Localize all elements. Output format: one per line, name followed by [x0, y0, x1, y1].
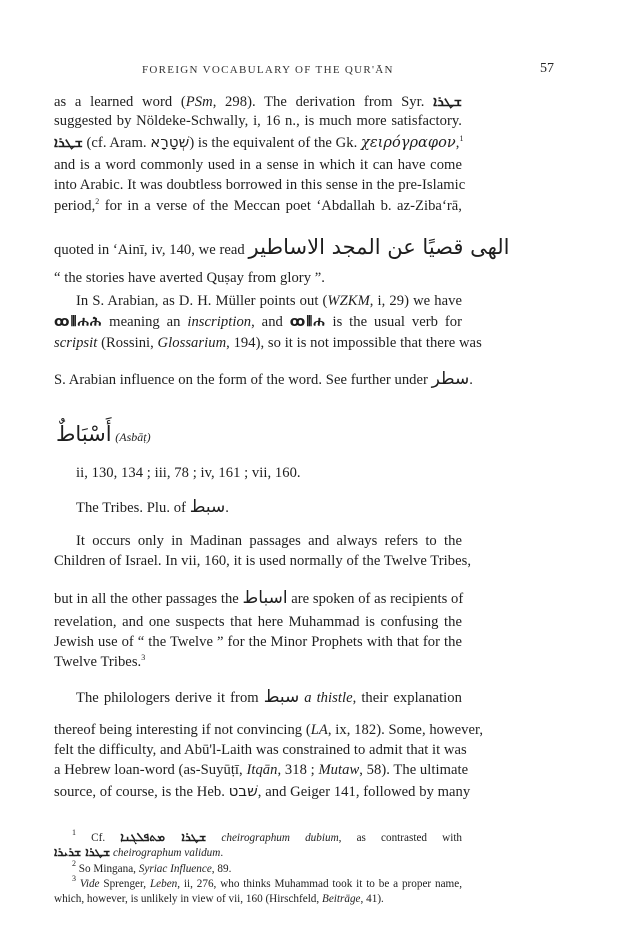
- text-line: felt the difficulty, and Abū'l-Laith was constrained to admit that it was: [54, 742, 467, 758]
- text-line: [54, 197, 462, 215]
- citation-title: Itqān: [246, 762, 278, 778]
- text-line: It occurs only in Madinan passages and always refers to the: [76, 533, 462, 549]
- entry-gloss: [76, 498, 462, 517]
- footnote-number: 3: [72, 874, 76, 883]
- text-line: [54, 782, 471, 801]
- text: Twelve Tribes.: [54, 654, 142, 670]
- text: are spoken of as recipients of: [291, 591, 464, 607]
- text-line: [54, 761, 469, 779]
- entry-transliteration: (Asbāṭ): [115, 430, 151, 444]
- text: is the usual verb for: [325, 314, 462, 330]
- text: but in all the other passages the: [54, 591, 243, 607]
- text-line: [76, 292, 462, 310]
- text-line: [54, 235, 510, 259]
- text-line: [54, 334, 482, 352]
- text: .: [469, 372, 473, 388]
- footnote-1: [72, 830, 462, 845]
- entry-heading: [56, 422, 151, 446]
- text-line: suggested by Nöldeke-Schwally, i, 16 n., is much more satisfactory.: [54, 113, 462, 129]
- citation-title: Glossarium: [157, 335, 227, 351]
- syriac-phrase: ܫܛܪܐ ܫܪܝܪܐ: [54, 845, 111, 859]
- text-line: Jewish use of “ the Twelve ” for the Minor Prophets with that for the: [54, 634, 462, 650]
- footnote-3: [72, 874, 463, 891]
- arabic-word: سبط: [189, 497, 226, 517]
- text: Cf.: [76, 832, 121, 844]
- text: , 58). The ultimate: [359, 762, 469, 778]
- text: , ii, 276, who thinks Muhammad took it to be a proper name,: [177, 878, 463, 890]
- text: (cf. Aram.: [82, 135, 151, 151]
- text: , i, 29) we have: [369, 293, 462, 309]
- text-line: into Arabic. It was doubtless borrowed in this sense in the pre-Islamic: [54, 177, 466, 193]
- text-line: [54, 133, 462, 152]
- citation-abbrev: LA: [310, 722, 328, 738]
- syriac-word: ܫܛܪܐ: [54, 135, 83, 151]
- footnote-number: 1: [72, 828, 76, 837]
- text: , ix, 182). Some, however,: [327, 722, 484, 738]
- south-arabian-word: ꝏ⦀ሐ: [289, 314, 326, 330]
- text: , 41).: [360, 893, 384, 905]
- text: , 89.: [211, 863, 232, 875]
- text: ,: [455, 135, 460, 151]
- entry-references: ii, 130, 134 ; iii, 78 ; iv, 161 ; vii, 160.: [76, 465, 301, 481]
- text-line: [54, 369, 473, 389]
- text-line: [54, 93, 462, 111]
- text: , 194), so it is not impossible that there was: [226, 335, 482, 351]
- text: [206, 832, 221, 844]
- text: In S. Arabian, as D. H. Müller points out (: [76, 293, 328, 309]
- footnote-ref[interactable]: 1: [459, 134, 464, 143]
- arabic-word: اسباط: [242, 588, 288, 608]
- text-line: [76, 688, 462, 707]
- aramaic-word: שְׁטָרָא: [150, 133, 190, 151]
- text: ) is the equivalent of the Gk.: [189, 135, 361, 151]
- text: Sprenger,: [99, 878, 150, 890]
- emphasis: Vide: [76, 878, 100, 890]
- text: for in a verse of the Meccan poet ‘Abdallah b. az-Ziba‘rā,: [99, 198, 462, 214]
- text: , and: [251, 314, 290, 330]
- arabic-word: سبط: [263, 687, 300, 707]
- running-title: FOREIGN VOCABULARY OF THE QUR'ĀN: [142, 64, 394, 76]
- citation-title: Mutaw: [318, 762, 360, 778]
- text-line: and is a word commonly used in a sense in which it can have come: [54, 157, 462, 173]
- text: , and Geiger 141, followed by many: [257, 784, 471, 800]
- text-line: [54, 653, 462, 671]
- syriac-phrase: ܫܛܪܐ ܡܬܦܠܓܢܐ: [120, 830, 207, 844]
- text: .: [220, 847, 224, 859]
- syriac-word: ܫܛܪܐ: [433, 94, 462, 110]
- emphasis: scripsit: [54, 335, 98, 351]
- text: , 298). The derivation from Syr.: [212, 94, 425, 110]
- emphasis: a thistle: [299, 690, 353, 706]
- south-arabian-word: ꝏ⦀ሐሕ: [54, 314, 103, 330]
- footnote-1-cont: [54, 845, 462, 860]
- text-line: [54, 589, 462, 608]
- text-line: [54, 313, 462, 331]
- emphasis: inscription: [187, 314, 252, 330]
- text: , 318 ;: [277, 762, 319, 778]
- citation-abbrev: PSm: [185, 94, 213, 110]
- greek-word: χειρόγραφον: [361, 135, 456, 151]
- text: The Tribes. Plu. of: [76, 500, 190, 516]
- arabic-verse: الهى قصيًا عن المجد الاساطير: [248, 235, 510, 259]
- text-line: revelation, and one suspects that here Muhammad is confusing the: [54, 614, 462, 630]
- text: period,: [54, 198, 96, 214]
- text: The philologers derive it from: [76, 690, 264, 706]
- text: source, of course, is the Heb.: [54, 784, 229, 800]
- citation-title: Syriac Influence: [138, 863, 212, 875]
- text-line: Children of Israel. In vii, 160, it is used normally of the Twelve Tribes,: [54, 553, 472, 569]
- text: which, however, is unlikely in view of vii, 160 (Hirschfeld,: [54, 893, 322, 905]
- emphasis: cheirographum dubium: [221, 832, 339, 844]
- text: .: [225, 500, 229, 516]
- citation-title: Leben: [149, 878, 178, 890]
- footnote-number: 2: [72, 859, 76, 868]
- footnote-2: [72, 859, 462, 876]
- text: , their explanation: [352, 690, 462, 706]
- footnote-ref[interactable]: 2: [95, 197, 100, 206]
- page-number: 57: [540, 61, 554, 76]
- text: So Mingana,: [76, 863, 139, 875]
- hebrew-word: שׁבט: [228, 782, 258, 800]
- text: a Hebrew loan-word (as-Suyūṭī,: [54, 762, 247, 778]
- entry-arabic: أَسْبَاطٌ: [56, 422, 112, 446]
- footnote-3-cont: [54, 892, 462, 906]
- emphasis: cheirographum validum: [110, 847, 221, 859]
- footnote-ref[interactable]: 3: [141, 653, 146, 662]
- text: meaning an: [102, 314, 188, 330]
- citation-title: Beiträge: [322, 893, 361, 905]
- text: (Rossini,: [97, 335, 158, 351]
- text-line: [54, 721, 484, 739]
- text: , as contrasted with: [338, 832, 463, 844]
- text: as a learned word (: [54, 94, 186, 110]
- text-line: “ the stories have averted Quṣay from glory ”.: [54, 270, 325, 286]
- text: S. Arabian influence on the form of the word. See further under: [54, 372, 432, 388]
- arabic-word: سطر: [431, 369, 470, 389]
- citation-abbrev: WZKM: [327, 293, 370, 309]
- text: thereof being interesting if not convincing (: [54, 722, 311, 738]
- text: quoted in ‘Ainī, iv, 140, we read: [54, 242, 249, 258]
